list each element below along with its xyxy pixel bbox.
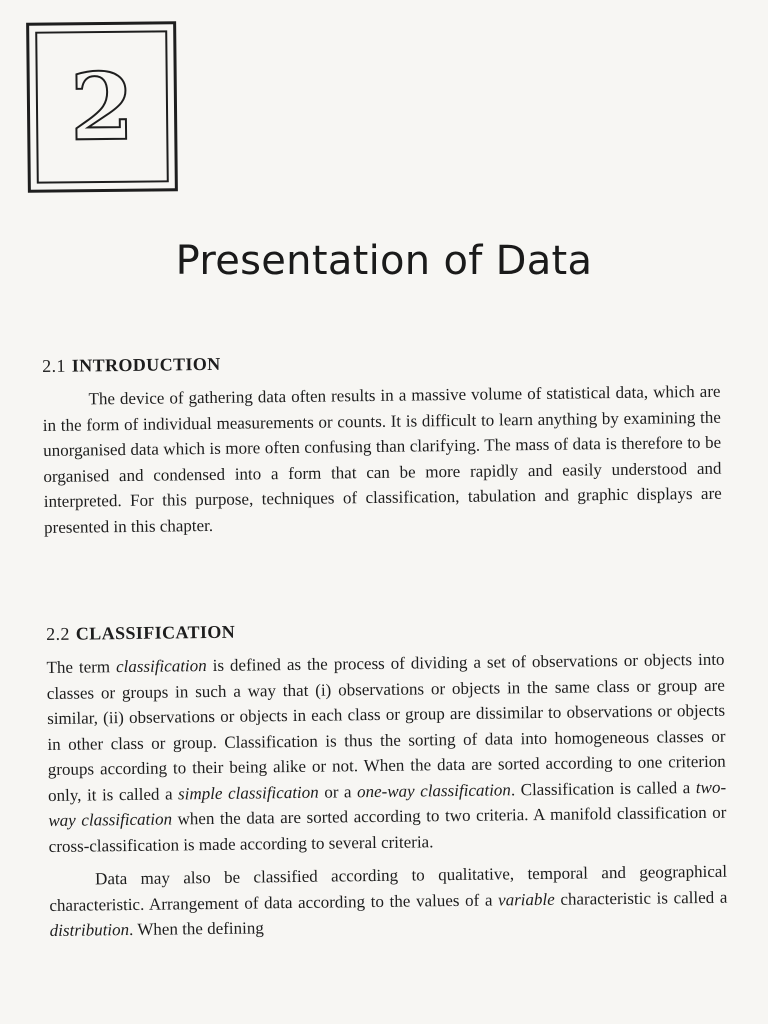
paragraph	[49, 859, 728, 944]
text-run: . When the defining	[128, 918, 264, 940]
section-title: CLASSIFICATION	[75, 621, 236, 644]
chapter-title: Presentation of Data	[175, 238, 593, 284]
section-number: 2.2	[46, 623, 70, 644]
section-heading	[46, 616, 724, 645]
text-run: Data may also be classified according to qualitative, temporal and geographical characteristic. Arrangement of data according to the values of a	[49, 861, 728, 915]
text-run: . Classification is called a	[510, 777, 696, 799]
text-run: when the data are sorted according to two criteria. A manifold classification or cross-classification is made according to several criteria.	[48, 802, 727, 856]
section-introduction	[42, 348, 722, 540]
chapter-number-box-inner	[35, 30, 169, 183]
text-run: or a	[318, 781, 358, 802]
text-run: characteristic is called a	[554, 887, 728, 909]
section-number: 2.1	[42, 355, 66, 376]
italic-term: two-way classification	[48, 777, 727, 830]
text-run: is defined as the process of dividing a set of observations or objects into classes or groups in such a way that (i) observations or objects in the same class or group are similar, (ii) observations or objects in each class or group are dissimilar to observations or objects in other class or group. Classification is thus the sorting of data into homogeneous classes or groups according to their being alike or not. When the data are sorted according to one criterion only, it is called a	[46, 649, 726, 805]
section-title: INTRODUCTION	[71, 353, 221, 376]
chapter-number: 2	[69, 52, 135, 162]
italic-term: distribution	[49, 920, 130, 940]
paragraph	[46, 647, 726, 859]
chapter-number-box	[26, 21, 178, 193]
paragraph: The device of gathering data often results in a massive volume of statistical data, which are in the form of individual measurements or counts. It is difficult to learn anything by examining the unorganised data which is more often confusing than clarifying. The mass of data is therefore to be organised and condensed into a form that can be more rapidly and easily understood and interpreted. For this purpose, techniques of classification, tabulation and graphic displays are presented in this chapter.	[42, 381, 722, 537]
italic-term: one-way classification	[356, 779, 511, 801]
italic-term: classification	[115, 656, 207, 677]
section-heading	[42, 348, 720, 377]
text-run: The term	[46, 657, 117, 677]
italic-term: variable	[497, 889, 555, 909]
section-classification	[46, 616, 728, 944]
italic-term: simple classification	[177, 782, 319, 803]
